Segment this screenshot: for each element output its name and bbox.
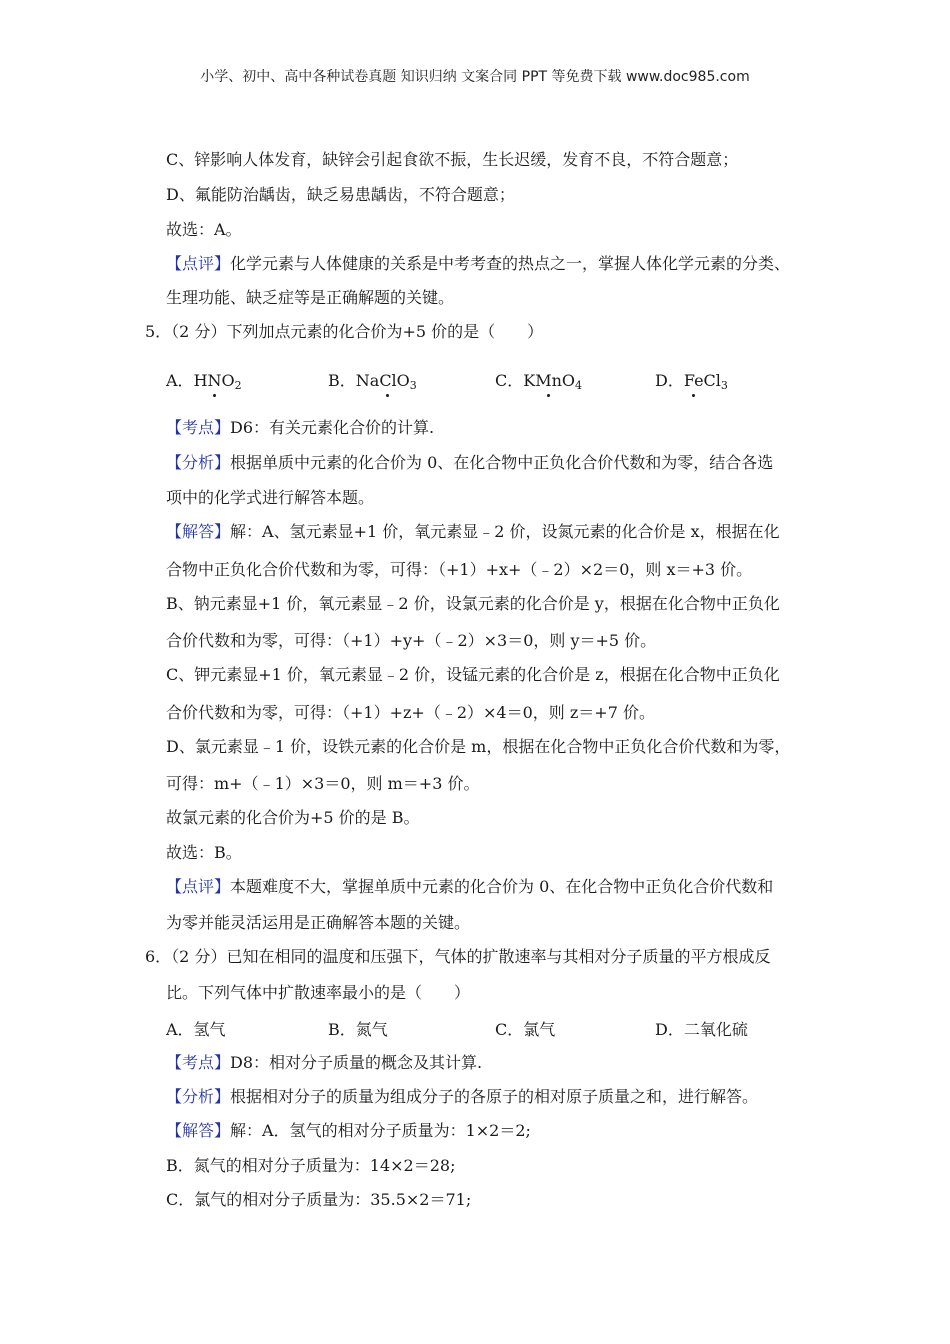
prev-comment-cont: 生理功能、缺乏症等是正确解题的关键。: [166, 288, 455, 307]
q5-jieda-line: 可得：m+（﹣1）×3＝0，则 m＝+3 价。: [166, 774, 480, 793]
prev-option-d-explanation: D、氟能防治龋齿，缺乏易患龋齿，不符合题意；: [166, 185, 515, 204]
q6-stem: 6．（2 分）已知在相同的温度和压强下，气体的扩散速率与其相对分子质量的平方根成反: [145, 947, 771, 966]
q5-answer: 故选：B。: [166, 843, 242, 862]
prev-option-c-explanation: C、锌影响人体发育，缺锌会引起食欲不振，生长迟缓，发育不良，不符合题意；: [166, 150, 739, 169]
dotted-element: Mn: [535, 371, 562, 390]
dotted-element: N: [207, 371, 222, 390]
q6-option-c: C．氯气: [495, 1020, 556, 1039]
q5-option-c: C．KMnO$_4$: [495, 371, 583, 392]
q5-stem: 5．（2 分）下列加点元素的化合价为+5 价的是（ ）: [145, 322, 544, 341]
q5-jieda-line: C、钾元素显+1 价，氧元素显﹣2 价，设锰元素的化合价是 z，根据在化合物中正负化: [166, 665, 780, 684]
q6-jieda-line: C．氯气的相对分子质量为：35.5×2＝71;: [166, 1190, 472, 1209]
q6-stem-cont: 比。下列气体中扩散速率最小的是（ ）: [166, 983, 471, 1002]
q5-option-d: D．FeCl$_3$: [655, 371, 728, 392]
q6-option-b: B．氮气: [328, 1020, 388, 1039]
q5-dianping: 【点评】本题难度不大，掌握单质中元素的化合价为 0、在化合物中正负化合价代数和: [166, 877, 774, 896]
q6-option-a: A．氢气: [166, 1020, 226, 1039]
prev-answer: 故选：A。: [166, 220, 242, 239]
q6-option-d: D．二氧化硫: [655, 1020, 748, 1039]
q5-kaodian: 【考点】D6：有关元素化合价的计算.: [166, 418, 435, 437]
q5-jieda-line: 合物中正负化合价代数和为零，可得：（+1）+x+（﹣2）×2＝0，则 x＝+3 价。: [166, 560, 753, 579]
q5-jieda-line: 故氯元素的化合价为+5 价的是 B。: [166, 808, 420, 827]
q5-jieda: 【解答】解：A、氢元素显+1 价，氧元素显﹣2 价，设氮元素的化合价是 x，根据在化: [166, 522, 780, 541]
dotted-element: Cl: [379, 371, 397, 390]
comment-text: 化学元素与人体健康的关系是中考考查的热点之一，掌握人体化学元素的分类、: [230, 254, 791, 273]
page-header: 小学、初中、高中各种试卷真题 知识归纳 文案合同 PPT 等免费下载 www.doc985.com: [200, 69, 750, 85]
q5-option-b: B．NaClO$_3$: [328, 371, 417, 392]
q5-jieda-line: 合价代数和为零，可得：（+1）+z+（﹣2）×4＝0，则 z＝+7 价。: [166, 703, 655, 722]
prev-comment: [166, 254, 790, 274]
q6-jieda: 【解答】解：A．氢气的相对分子质量为：1×2＝2;: [166, 1121, 531, 1140]
q5-fenxi-cont: 项中的化学式进行解答本题。: [166, 488, 375, 507]
q5-jieda-line: D、氯元素显﹣1 价，设铁元素的化合价是 m，根据在化合物中正负化合价代数和为零，: [166, 737, 791, 756]
q5-fenxi: 【分析】根据单质中元素的化合价为 0、在化合物中正负化合价代数和为零，结合各选: [166, 453, 774, 472]
q5-option-a: A．$HNO_2$: [166, 371, 242, 392]
q5-jieda-line: 合价代数和为零，可得：（+1）+y+（﹣2）×3＝0，则 y＝+5 价。: [166, 631, 657, 650]
q5-dianping-cont: 为零并能灵活运用是正确解答本题的关键。: [166, 913, 471, 932]
dotted-element: Fe: [683, 371, 704, 390]
q6-kaodian: 【考点】D8：相对分子质量的概念及其计算.: [166, 1053, 483, 1072]
q6-fenxi: 【分析】根据相对分子的质量为组成分子的各原子的相对原子质量之和，进行解答。: [166, 1087, 759, 1106]
comment-tag: 【点评】: [166, 254, 231, 273]
q6-jieda-line: B．氮气的相对分子质量为：14×2＝28;: [166, 1156, 456, 1175]
q5-jieda-line: B、钠元素显+1 价，氧元素显﹣2 价，设氯元素的化合价是 y，根据在化合物中正负化: [166, 594, 780, 613]
